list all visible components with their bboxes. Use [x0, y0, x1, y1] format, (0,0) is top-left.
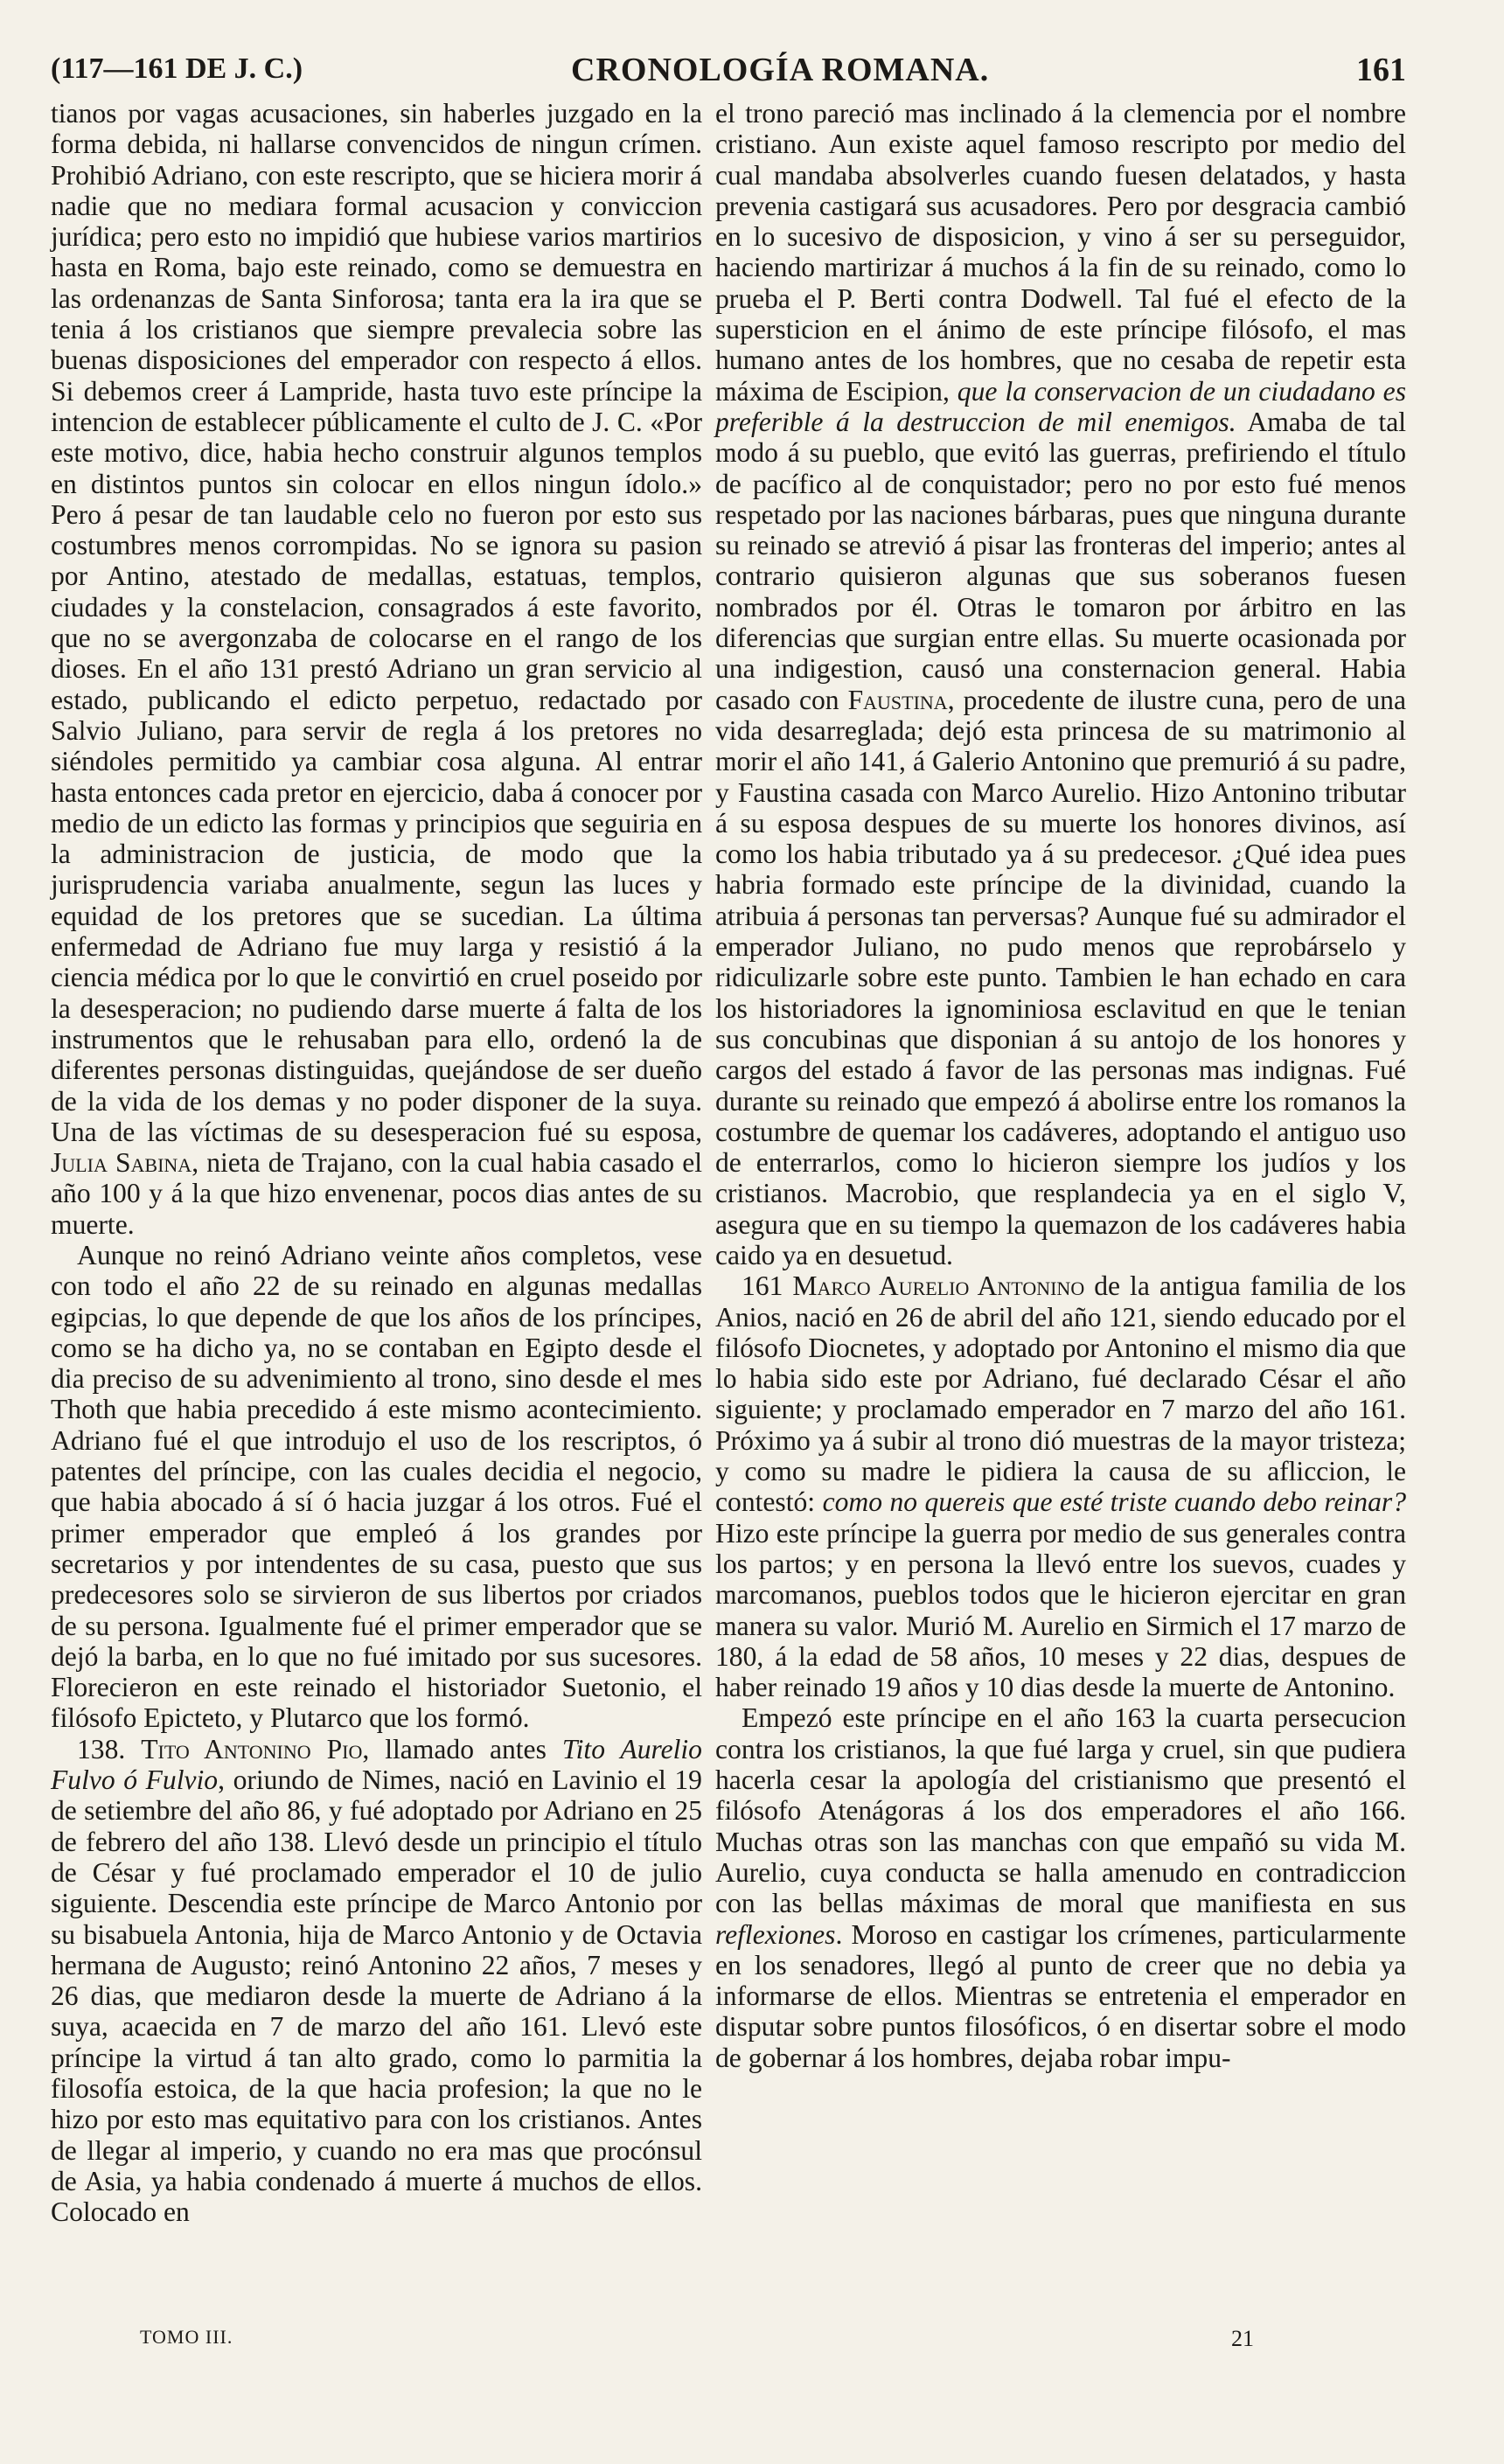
quotation: como no quereis que esté triste cuando debo reinar? — [822, 1486, 1406, 1518]
paragraph-persecucion — [715, 1702, 1406, 2073]
running-head — [51, 45, 1406, 93]
person-name: Marco Aurelio Antonino — [792, 1270, 1085, 1302]
signature-mark: 21 — [1231, 2326, 1254, 2351]
text-run: , procedente de ilustre cuna, pero de una vida desarreglada; dejó esta princesa de su matrimonio al morir el año 141, á Galerio Antonino que premurió á su padre, y Faustina casada con Marco Aurelio. Hizo Antonino tributar á su esposa despues de su muerte los honores divinos, así como los habia tributado ya á su predecesor. ¿Qué idea pues habria formado este príncipe de la divinidad, cuando la atribuia á personas tan perversas? Aunque fué su admirador el emperador Juliano, no pudo menos que reprobárselo y ridiculizarle sobre este punto. Tambien le han echado en cara los historiadores la ignominiosa esclavitud en que le tenian sus concubinas que disponian á su antojo de los honores y cargos del estado á favor de las personas mas indignas. Fué durante su reinado que empezó á abolirse entre los romanos la costumbre de quemar los cadáveres, adoptando el antiguo uso de enterrarlos, como lo hicieron siempre los judíos y los cristianos. Macrobio, que resplandecia ya en el siglo V, asegura que en su tiempo la quemazon de los cadáveres habia caido ya en desuetud. — [715, 684, 1406, 1270]
entry-number: 161 — [742, 1270, 783, 1302]
text-run: , nieta de Trajano, con la cual habia casado el año 100 y á la que hizo envenenar, pocos dias antes de su muerte. — [51, 1147, 702, 1240]
text-run: tianos por vagas acusaciones, sin haberles juzgado en la forma debida, ni hallarse convencidos de ningun crímen. Prohibió Adriano, con este rescripto, que se hiciera morir á nadie que no mediara formal acusacion y conviccion jurídica; pero esto no impidió que hubiese varios martirios hasta en Roma, bajo este reinado, como se demuestra en las ordenanzas de Santa Sinforosa; tanta era la ira que se tenia á los cristianos que siempre prevalecia sobre las buenas disposiciones del emperador con respecto á ellos. Si debemos creer á Lampride, hasta tuvo este príncipe la intencion de establecer públicamente el culto de J. C. «Por este motivo, dice, habia hecho construir algunos templos en distintos puntos sin colocar en ellos ningun ídolo.» Pero á pesar de tan laudable celo no fueron por esto sus costumbres menos corrompidas. No se ignora su pasion por Antino, atestado de medallas, estatuas, templos, ciudades y la constelacion, consagrados á este favorito, que no se avergonzaba de colocarse en el rango de los dioses. En el año 131 prestó Adriano un gran servicio al estado, publicando el edicto perpetuo, redactado por Salvio Juliano, para servir de regla á los pretores no siéndoles permitido ya cambiar cosa alguna. Al entrar hasta entonces cada pretor en ejercicio, daba á conocer por medio de un edicto las formas y principios que seguiria en la administracion de justicia, de modo que la jurisprudencia variaba anualmente, segun las luces y equidad de los pretores que se sucedian. La última enfermedad de Adriano fue muy larga y resistió á la ciencia médica por lo que le convirtió en cruel poseido por la desesperacion; no pudiendo darse muerte á falta de los instrumentos que le rehusaban para ello, ordenó la de diferentes personas distinguidas, quejándose de ser dueño de la vida de los demas y no poder disponer de la suya. Una de las víctimas de su desesperacion fué su esposa, — [51, 98, 702, 1147]
person-name: Faustina — [847, 684, 948, 715]
entry-number: 138. — [77, 1733, 126, 1764]
text-run: Empezó este príncipe en el año 163 la cuarta persecucion contra los cristianos, la que fué larga y cruel, sin que pudiera hacerla cesar la apología del cristianismo que presentó el filósofo Atenágoras á los dos emperadores el año 166. Muchas otras son las manchas con que empañó su vida M. Aurelio, cuya conducta se halla amenudo en contradiccion con las bellas máximas de moral que manifiesta en sus — [715, 1702, 1406, 1919]
work-title: reflexiones — [715, 1918, 836, 1950]
paragraph-antonino-cont — [715, 98, 1406, 1270]
header-date-range: (117—161 DE J. C.) — [51, 52, 303, 85]
text-run: el trono pareció mas inclinado á la clemencia por el nombre cristiano. Aun existe aquel famoso rescripto por medio del cual mandaba absolverles cuando fuesen delatados, y hasta prevenia castigará sus acusadores. Pero por desgracia cambió en lo sucesivo de disposicion, y vino á ser su perseguidor, haciendo martirizar á muchos á la fin de su reinado, como lo prueba el P. Berti contra Dodwell. Tal fué el efecto de la supersticion en el ánimo de este príncipe filósofo, el mas humano antes de los hombres, que no cesaba de repetir esta máxima de Escipion, — [715, 98, 1406, 407]
person-name: Tito Antonino Pio — [141, 1733, 363, 1764]
left-column — [51, 98, 702, 2227]
header-title: CRONOLOGÍA ROMANA. — [571, 52, 990, 88]
volume-label: TOMO III. — [140, 2326, 233, 2348]
text-run: de la antigua familia de los Anios, nació en 26 de abril del año 121, siendo educado por el filósofo Diocnetes, y adoptado por Antonino el mismo dia que lo habia sido este por Adriano, fué declarado César el año siguiente; y proclamado emperador en 7 marzo del año 161. Próximo ya á subir al trono dió muestras de la mayor tristeza; y como su madre le pidiera la causa de su afliccion, le contestó: — [715, 1270, 1406, 1518]
person-alias: Tito Aurelio Fulvo ó Fulvio — [51, 1733, 702, 1796]
text-run: . Moroso en castigar los crímenes, particularmente en los senadores, llegó al punto de creer que no debia ya informarse de ellos. Mientras se entretenia el emperador en disputar sobre puntos filosóficos, ó en disertar sobre el modo de gobernar á los hombres, dejaba robar impu- — [715, 1918, 1406, 2073]
text-run: Aunque no reinó Adriano veinte años completos, vese con todo el año 22 de su reinado en algunas medallas egipcias, lo que depende de que los años de los príncipes, como se ha dicho ya, no se contaban en Egipto desde el dia preciso de su advenimiento al trono, sino desde el mes Thoth que habia precedido á este mismo acontecimiento. Adriano fué el que introdujo el uso de los rescriptos, ó patentes del príncipe, con las cuales decidia el negocio, que habia abocado á sí ó hacia juzgar á los otros. Fué el primer emperador que empleó á los grandes por secretarios y por intendentes de su casa, puesto que sus predecesores solo se sirvieron de sus libertos por criados de su persona. Igualmente fué el primer emperador que se dejó la barba, en lo que no fué imitado por sus sucesores. Florecieron en este reinado el historiador Suetonio, el filósofo Epicteto, y Plutarco que los formó. — [51, 1239, 702, 1734]
text-run: Hizo este príncipe la guerra por medio de sus generales contra los partos; y en persona la llevó entre los suevos, cuades y marcomanos, pueblos todos que le hicieron ejercitar en gran manera su valor. Murió M. Aurelio en Sirmich el 17 marzo de 180, á la edad de 58 años, 10 meses y 22 dias, despues de haber reinado 19 años y 10 dias desde la muerte de Antonino. — [715, 1517, 1406, 1703]
paragraph-marco-aurelio — [715, 1270, 1406, 1702]
paragraph-adriano-cont — [51, 98, 702, 1240]
right-column — [715, 98, 1406, 2073]
text-run: , llamado antes — [362, 1733, 547, 1764]
text-run: Amaba de tal modo á su pueblo, que evitó las guerras, prefiriendo el título de pacífico al de conquistador; pero no por esto fué menos respetado por las naciones bárbaras, pues que ninguna durante su reinado se atrevió á pisar las fronteras del imperio; antes al contrario quisieron algunas que sus soberanos fuesen nombrados por él. Otras le tomaron por árbitro en las diferencias que surgian entre ellas. Su muerte ocasionada por una indigestion, causó una consternacion general. Habia casado con — [715, 406, 1407, 715]
person-name: Julia Sabina — [51, 1147, 192, 1179]
paragraph-adriano-reign — [51, 1240, 702, 1734]
text-run: , oriundo de Nimes, nació en Lavinio el 19 de setiembre del año 86, y fué adoptado por Adriano en 25 de febrero del año 138. Llevó desde un principio el título de César y fué proclamado emperador el 10 de julio siguiente. Descendia este príncipe de Marco Antonio por su bisabuela Antonia, hija de Marco Antonio y de Octavia hermana de Augusto; reinó Antonino 22 años, 7 meses y 26 dias, que mediaron desde la muerte de Adriano á la suya, acaecida en 7 de marzo del año 161. Llevó este príncipe la virtud á tan alto grado, como lo parmitia la filosofía estoica, de la que hacia profesion; la que no le hizo por esto mas equitativo para con los cristianos. Antes de llegar al imperio, y cuando no era mas que procónsul de Asia, ya habia condenado á muerte á muchos de ellos. Colocado en — [51, 1764, 702, 2228]
paragraph-antonino-pio — [51, 1734, 702, 2228]
page-number: 161 — [1356, 52, 1406, 88]
quotation: que la conservacion de un ciudadano es preferible á la destruccion de mil enemigos. — [715, 375, 1406, 437]
